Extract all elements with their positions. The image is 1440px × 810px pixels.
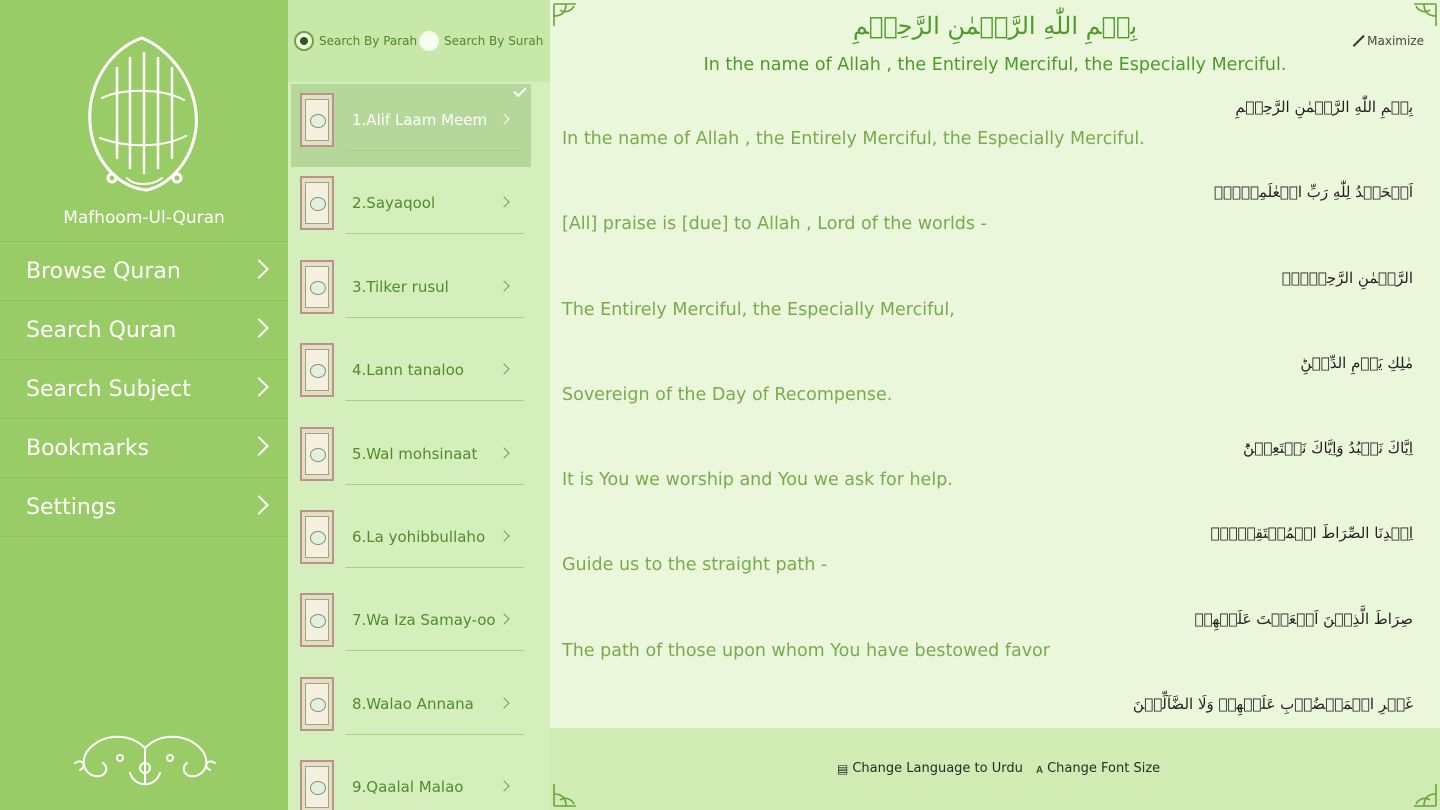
chevron-right-icon [249, 377, 269, 397]
parah-cover-icon [300, 93, 334, 147]
nav-item-label: Bookmarks [26, 436, 149, 461]
navigation-pane [0, 0, 288, 810]
parah-cover-icon [300, 593, 334, 647]
floral-ornament-icon [70, 728, 220, 798]
parah-label: 9.Qaalal Malao [352, 778, 464, 797]
parah-cover-icon [300, 760, 334, 810]
verse-arabic: مٰلِكِ يَوۡمِ الدِّيۡنِؕ [1300, 353, 1413, 372]
search-by-parah-radio[interactable] [294, 31, 417, 51]
verse-translation: The Entirely Merciful, the Especially Merciful, [562, 299, 955, 320]
parah-label: 3.Tilker rusul [352, 277, 449, 296]
parah-label: 5.Wal mohsinaat [352, 444, 478, 463]
nav-menu [0, 241, 288, 537]
nav-item-label: Search Subject [26, 377, 191, 402]
chevron-right-icon [498, 113, 509, 124]
radio-unselected-icon [419, 31, 439, 51]
expand-icon [1351, 35, 1363, 47]
parah-cover-icon [300, 677, 334, 731]
radio-selected-icon [294, 31, 314, 51]
parah-item[interactable] [291, 751, 531, 810]
corner-ornament-icon [1408, 2, 1438, 32]
divider [346, 734, 524, 735]
parah-label: 6.La yohibbullaho [352, 527, 486, 546]
chevron-right-icon [249, 318, 269, 338]
verse-row [550, 263, 1440, 348]
verse-arabic: غَيۡرِ الۡمَغۡضُوۡبِ عَلَيۡهِمۡ وَلَا الضَّآلِّيۡنَ [1132, 695, 1413, 714]
divider [346, 233, 524, 234]
parah-label: 2.Sayaqool [352, 194, 436, 213]
parah-item[interactable] [291, 668, 531, 751]
app-logo [72, 28, 212, 198]
app-title: Mafhoom-Ul-Quran [63, 208, 225, 228]
parah-cover-icon [300, 343, 334, 397]
search-by-surah-radio[interactable] [419, 31, 543, 51]
parah-label: 1.Alif Laam Meem [352, 111, 488, 129]
search-by-surah-label: Search By Surah [444, 34, 544, 48]
parah-label: 7.Wa Iza Samay-oo [352, 611, 496, 630]
language-icon: ▤ [837, 761, 849, 776]
chevron-right-icon [498, 197, 509, 208]
corner-ornament-icon [1408, 778, 1438, 808]
font-size-icon: ᴀ [1036, 761, 1044, 776]
chevron-right-icon [498, 780, 509, 791]
verse-row [550, 689, 1440, 728]
nav-item-search-quran[interactable] [0, 301, 288, 360]
bismillah-arabic: بِسۡمِ اللّٰهِ الرَّحۡمٰنِ الرَّحِيۡمِ [852, 12, 1138, 40]
chevron-right-icon [498, 280, 509, 291]
change-font-size-label: Change Font Size [1047, 761, 1161, 776]
nav-item-search-subject[interactable] [0, 360, 288, 419]
verse-row [550, 177, 1440, 262]
chevron-right-icon [249, 436, 269, 456]
divider [346, 317, 524, 318]
change-font-size-button[interactable] [1036, 761, 1160, 776]
change-language-label: Change Language to Urdu [852, 761, 1023, 776]
verse-arabic: بِسۡمِ اللّٰهِ الرَّحۡمٰنِ الرَّحِيۡمِ [1235, 98, 1413, 116]
verse-translation: Sovereign of the Day of Recompense. [562, 384, 893, 405]
verse-translation: It is You we worship and You we ask for help. [562, 470, 953, 491]
chevron-right-icon [249, 259, 269, 279]
search-by-parah-label: Search By Parah [319, 34, 418, 48]
verse-translation: [All] praise is [due] to Allah , Lord of the worlds - [562, 214, 987, 235]
parah-cover-icon [300, 176, 334, 230]
parah-item[interactable] [291, 334, 531, 417]
verse-row [550, 92, 1440, 177]
verse-arabic: اَلۡحَمۡدُ لِلّٰهِ رَبِّ الۡعٰلَمِيۡنَۙ [1213, 183, 1413, 202]
divider [346, 400, 524, 401]
parah-item[interactable] [291, 584, 531, 667]
divider [346, 650, 524, 651]
search-mode-bar [288, 0, 550, 82]
parah-label: 4.Lann tanaloo [352, 361, 464, 380]
verse-translation: The path of those upon whom You have bestowed favor [562, 640, 1050, 661]
maximize-button[interactable] [1351, 34, 1424, 48]
parah-item[interactable] [291, 84, 531, 167]
checkmark-icon [513, 84, 526, 97]
verse-row [550, 518, 1440, 603]
verse-arabic: الرَّحۡمٰنِ الرَّحِيۡمِۙ [1281, 268, 1413, 287]
chevron-right-icon [498, 614, 509, 625]
verse-arabic: صِرَاطَ الَّذِيۡنَ اَنۡعَمۡتَ عَلَيۡهِمۡ [1194, 609, 1413, 628]
verse-arabic: اِهۡدِنَا الصِّرَاطَ الۡمُسۡتَقِيۡمَۙ [1210, 524, 1413, 543]
maximize-label: Maximize [1367, 34, 1424, 48]
chevron-right-icon [498, 447, 509, 458]
nav-item-label: Settings [26, 495, 117, 520]
verse-row [550, 433, 1440, 518]
verse-row [550, 348, 1440, 433]
verse-arabic: اِيَّاكَ نَعۡبُدُ وَاِيَّاكَ نَسۡتَعِيۡنُؕ [1242, 439, 1413, 458]
parah-item[interactable] [291, 418, 531, 501]
parah-cover-icon [300, 427, 334, 481]
change-language-button[interactable] [837, 761, 1023, 776]
parah-item[interactable] [291, 167, 531, 250]
nav-item-label: Browse Quran [26, 259, 181, 284]
parah-item[interactable] [291, 251, 531, 334]
parah-item[interactable] [291, 501, 531, 584]
nav-item-bookmarks[interactable] [0, 419, 288, 478]
parah-cover-icon [300, 260, 334, 314]
parah-label: 8.Walao Annana [352, 694, 474, 713]
parah-list-panel [288, 0, 550, 810]
corner-ornament-icon [552, 2, 582, 32]
nav-item-label: Search Quran [26, 318, 177, 343]
chevron-right-icon [498, 697, 509, 708]
bismillah-translation: In the name of Allah , the Entirely Merciful, the Especially Merciful. [703, 55, 1287, 75]
verse-translation: In the name of Allah , the Entirely Merciful, the Especially Merciful. [562, 129, 1145, 149]
verse-list [550, 92, 1440, 728]
nav-item-browse-quran[interactable] [0, 242, 288, 301]
corner-ornament-icon [552, 778, 582, 808]
nav-item-settings[interactable] [0, 478, 288, 537]
chevron-right-icon [498, 530, 509, 541]
verse-row [550, 604, 1440, 689]
parah-list [291, 84, 531, 810]
reading-pane [550, 0, 1440, 810]
verse-translation: Guide us to the straight path - [562, 555, 828, 576]
divider [346, 567, 524, 568]
chevron-right-icon [498, 364, 509, 375]
divider [346, 150, 524, 151]
chevron-right-icon [249, 495, 269, 515]
command-bar [550, 728, 1440, 810]
divider [346, 484, 524, 485]
parah-cover-icon [300, 510, 334, 564]
